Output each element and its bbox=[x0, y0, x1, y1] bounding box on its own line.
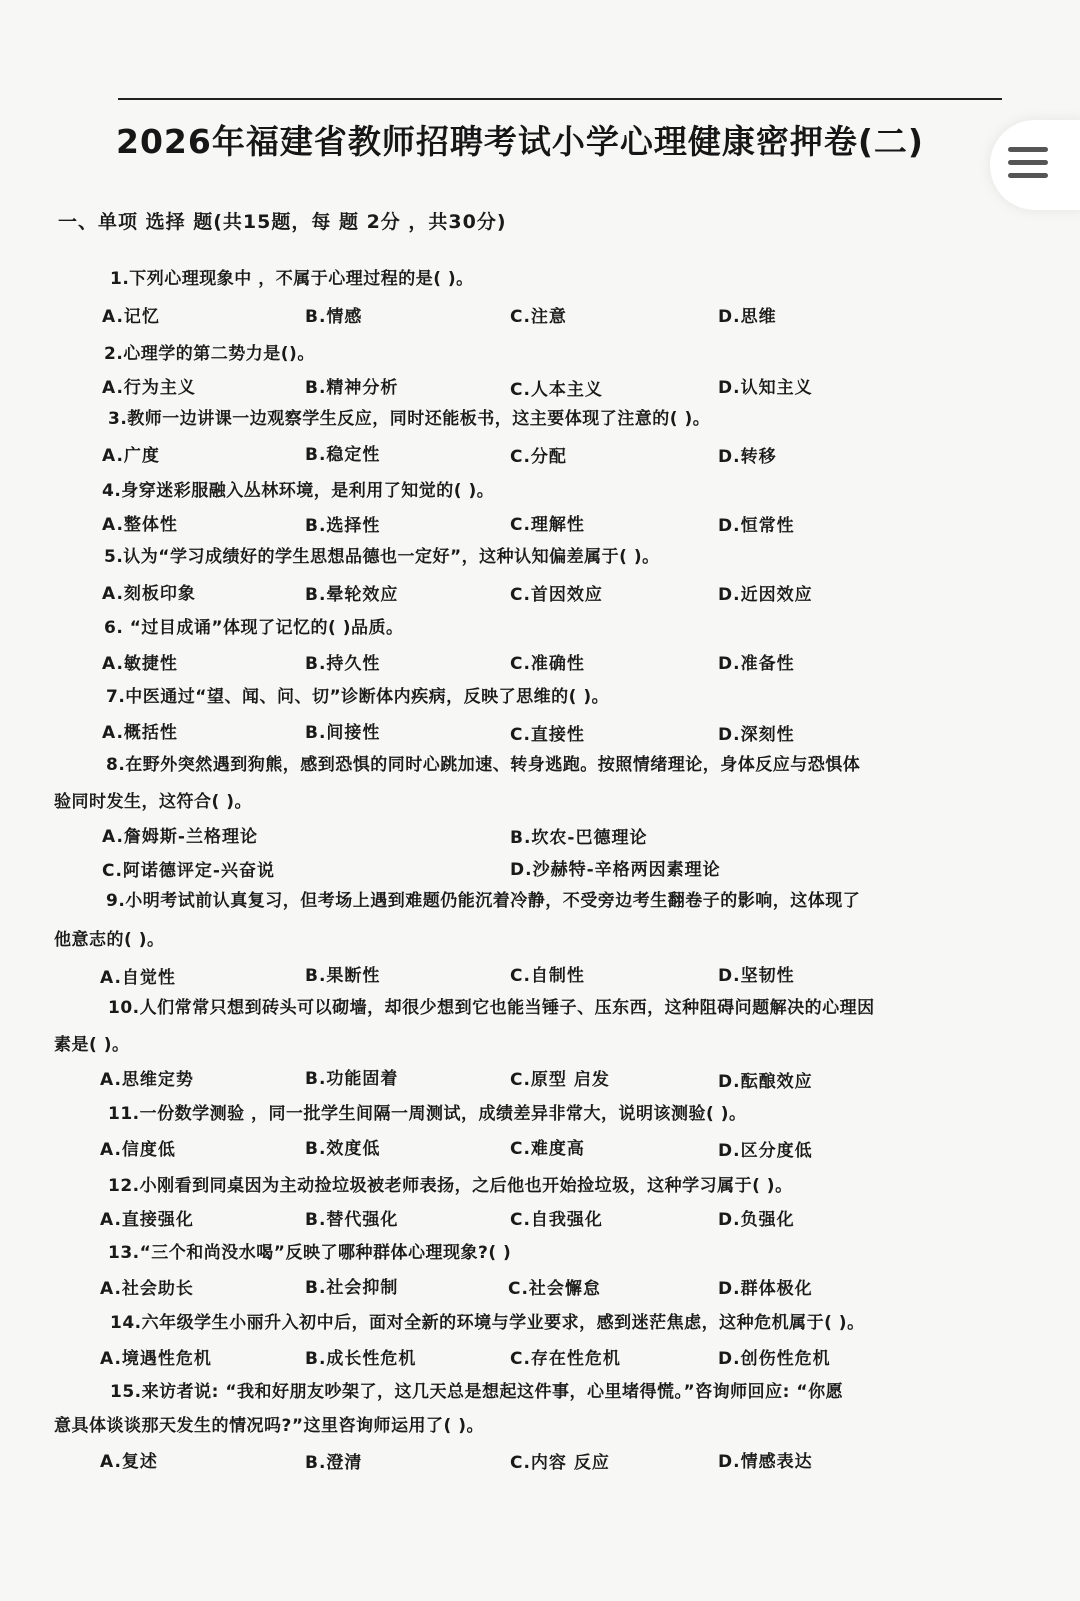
question-5-option-a: A.刻板印象 bbox=[102, 584, 196, 604]
question-12-option-b: B.替代强化 bbox=[305, 1210, 399, 1230]
question-11-option-a: A.信度低 bbox=[100, 1140, 176, 1160]
question-13-option-d: D.群体极化 bbox=[718, 1279, 813, 1299]
question-11-option-b: B.效度低 bbox=[305, 1139, 381, 1159]
question-2-option-a: A.行为主义 bbox=[102, 378, 196, 398]
question-8-option-d: D.沙赫特-辛格两因素理论 bbox=[510, 860, 721, 880]
question-9-option-a: A.自觉性 bbox=[100, 968, 176, 988]
question-3-option-a: A.广度 bbox=[102, 446, 160, 466]
question-12-option-c: C.自我强化 bbox=[510, 1210, 603, 1230]
question-4-option-c: C.理解性 bbox=[510, 515, 585, 535]
page-title: 2026年福建省教师招聘考试小学心理健康密押卷(二) bbox=[115, 122, 924, 161]
question-3-option-b: B.稳定性 bbox=[305, 445, 381, 465]
question-12-option-d: D.负强化 bbox=[718, 1210, 795, 1230]
question-3-option-d: D.转移 bbox=[718, 447, 777, 467]
question-15-option-b: B.澄清 bbox=[305, 1453, 363, 1473]
question-15-option-d: D.情感表达 bbox=[718, 1452, 813, 1472]
question-10-option-a: A.思维定势 bbox=[100, 1070, 194, 1090]
question-3-text: 3.教师一边讲课一边观察学生反应，同时还能板书，这主要体现了注意的( )。 bbox=[108, 409, 711, 429]
question-1-option-d: D.思维 bbox=[718, 307, 777, 327]
question-7-text: 7.中医通过“望、闻、问、切”诊断体内疾病，反映了思维的( )。 bbox=[106, 687, 610, 707]
question-11-option-d: D.区分度低 bbox=[718, 1141, 813, 1161]
question-1-option-b: B.情感 bbox=[305, 307, 363, 327]
question-14-option-c: C.存在性危机 bbox=[510, 1349, 621, 1369]
question-5-text: 5.认为“学习成绩好的学生思想品德也一定好”，这种认知偏差属于( )。 bbox=[104, 547, 660, 567]
question-2-option-c: C.人本主义 bbox=[510, 380, 603, 400]
question-8-option-c: C.阿诺德评定-兴奋说 bbox=[102, 861, 275, 881]
menu-button[interactable] bbox=[990, 120, 1080, 210]
question-13-option-c: C.社会懈怠 bbox=[508, 1279, 601, 1299]
question-14-text: 14.六年级学生小丽升入初中后，面对全新的环境与学业要求，感到迷茫焦虑，这种危机属于( )。 bbox=[110, 1313, 865, 1333]
question-2-text: 2.心理学的第二势力是()。 bbox=[104, 344, 315, 364]
question-1-option-c: C.注意 bbox=[510, 307, 567, 327]
question-13-option-a: A.社会助长 bbox=[100, 1279, 194, 1299]
question-6-text: 6. “过目成诵”体现了记忆的( )品质。 bbox=[104, 618, 404, 638]
question-15-text: 15.来访者说: “我和好朋友吵架了，这几天总是想起这件事，心里堵得慌。”咨询师回应: “你愿 bbox=[110, 1382, 844, 1402]
question-12-text: 12.小刚看到同桌因为主动捡垃圾被老师表扬，之后他也开始捡垃圾，这种学习属于( )。 bbox=[108, 1176, 793, 1196]
question-14-option-b: B.成长性危机 bbox=[305, 1349, 417, 1369]
question-8-option-b: B.坎农-巴德理论 bbox=[510, 828, 648, 848]
question-15-text-continued: 意具体谈谈那天发生的情况吗?”这里咨询师运用了( )。 bbox=[54, 1416, 484, 1436]
question-9-text-continued: 他意志的( )。 bbox=[54, 930, 165, 950]
question-7-option-c: C.直接性 bbox=[510, 725, 585, 745]
question-10-option-d: D.酝酿效应 bbox=[718, 1072, 813, 1092]
section-heading: 一、单项 选择 题(共15题，每 题 2分 ，共30分) bbox=[58, 211, 507, 233]
question-3-option-c: C.分配 bbox=[510, 447, 567, 467]
question-1-option-a: A.记忆 bbox=[102, 307, 160, 327]
question-11-option-c: C.难度高 bbox=[510, 1139, 585, 1159]
top-rule bbox=[118, 98, 1002, 100]
question-4-option-b: B.选择性 bbox=[305, 516, 381, 536]
question-6-option-c: C.准确性 bbox=[510, 654, 585, 674]
question-15-option-c: C.内容 反应 bbox=[510, 1453, 610, 1473]
question-1-text: 1.下列心理现象中 ，不属于心理过程的是( )。 bbox=[110, 269, 474, 289]
question-10-option-c: C.原型 启发 bbox=[510, 1070, 610, 1090]
question-6-option-a: A.敏捷性 bbox=[102, 654, 178, 674]
question-14-option-d: D.创伤性危机 bbox=[718, 1349, 831, 1369]
question-6-option-d: D.准备性 bbox=[718, 654, 795, 674]
question-10-option-b: B.功能固着 bbox=[305, 1069, 399, 1089]
question-12-option-a: A.直接强化 bbox=[100, 1210, 194, 1230]
question-13-text: 13.“三个和尚没水喝”反映了哪种群体心理现象?( ) bbox=[108, 1243, 512, 1263]
question-10-text: 10.人们常常只想到砖头可以砌墙，却很少想到它也能当锤子、压东西，这种阻碍问题解决的心理因 bbox=[108, 998, 875, 1018]
question-2-option-b: B.精神分析 bbox=[305, 378, 399, 398]
question-9-option-c: C.自制性 bbox=[510, 966, 585, 986]
question-6-option-b: B.持久性 bbox=[305, 654, 381, 674]
question-15-option-a: A.复述 bbox=[100, 1452, 158, 1472]
question-10-text-continued: 素是( )。 bbox=[54, 1035, 130, 1055]
question-9-option-d: D.坚韧性 bbox=[718, 966, 795, 986]
question-9-option-b: B.果断性 bbox=[305, 966, 381, 986]
question-14-option-a: A.境遇性危机 bbox=[100, 1349, 212, 1369]
question-8-text-continued: 验同时发生，这符合( )。 bbox=[54, 792, 252, 812]
question-8-text: 8.在野外突然遇到狗熊，感到恐惧的同时心跳加速、转身逃跑。按照情绪理论，身体反应与恐惧体 bbox=[106, 755, 861, 775]
question-9-text: 9.小明考试前认真复习，但考场上遇到难题仍能沉着冷静，不受旁边考生翻卷子的影响，这体现了 bbox=[106, 891, 861, 911]
question-13-option-b: B.社会抑制 bbox=[305, 1278, 399, 1298]
question-7-option-b: B.间接性 bbox=[305, 723, 381, 743]
question-5-option-d: D.近因效应 bbox=[718, 585, 813, 605]
question-4-option-d: D.恒常性 bbox=[718, 516, 795, 536]
question-4-text: 4.身穿迷彩服融入丛林环境，是利用了知觉的( )。 bbox=[102, 481, 495, 501]
question-8-option-a: A.詹姆斯-兰格理论 bbox=[102, 827, 258, 847]
question-5-option-b: B.晕轮效应 bbox=[305, 585, 399, 605]
question-4-option-a: A.整体性 bbox=[102, 515, 178, 535]
question-7-option-d: D.深刻性 bbox=[718, 725, 795, 745]
question-2-option-d: D.认知主义 bbox=[718, 378, 813, 398]
question-7-option-a: A.概括性 bbox=[102, 723, 178, 743]
question-11-text: 11.一份数学测验 ，同一批学生间隔一周测试，成绩差异非常大，说明该测验( )。 bbox=[108, 1104, 747, 1124]
question-5-option-c: C.首因效应 bbox=[510, 585, 603, 605]
